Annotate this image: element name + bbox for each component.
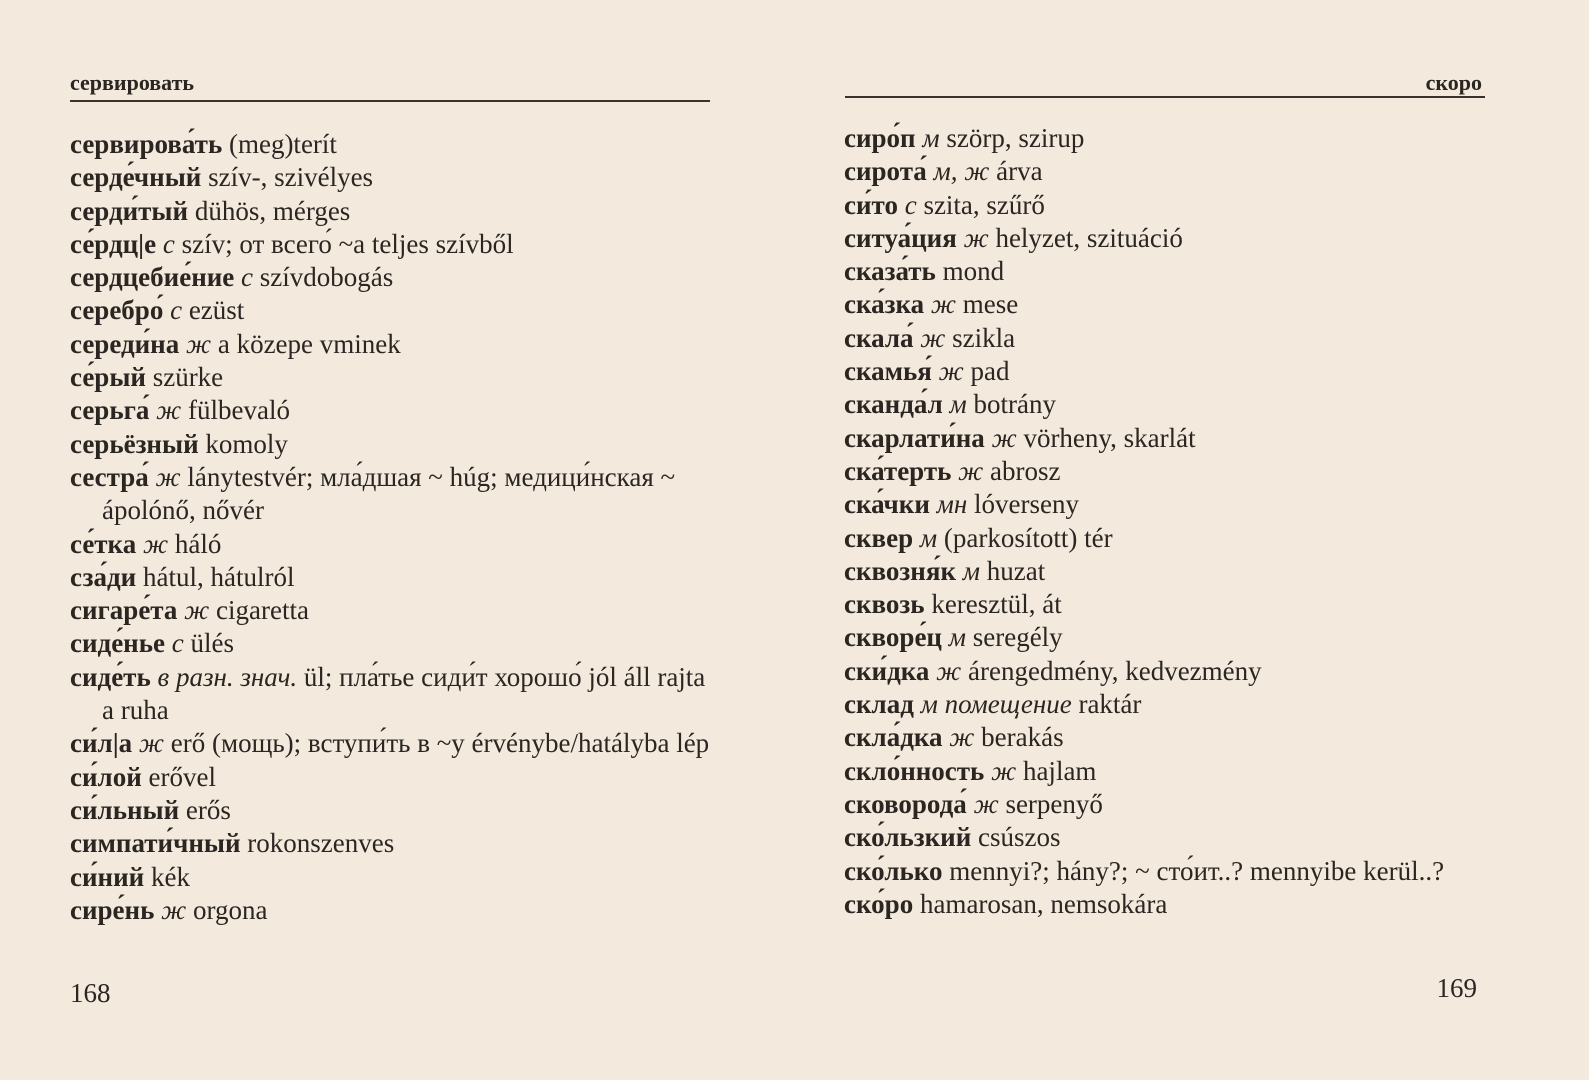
definition: (meg)terít: [228, 129, 337, 159]
dictionary-entry: [844, 488, 1484, 521]
grammar-label: ж: [991, 755, 1017, 786]
dictionary-entry: [844, 522, 1484, 555]
dictionary-entry: [70, 528, 712, 561]
dictionary-entry: [844, 155, 1484, 188]
dictionary-entry: [70, 727, 712, 760]
header-rule: [845, 96, 1485, 98]
definition: hátul, hátulról: [142, 561, 295, 592]
headword: сиде́нье: [70, 628, 166, 659]
dictionary-entry: [844, 655, 1484, 688]
definition: árva: [996, 156, 1043, 187]
definition: ül; пла́тье сиди́т хорошо́ jól áll rajta a ruha: [102, 661, 706, 726]
dictionary-entry: [70, 561, 712, 594]
dictionary-entry: [844, 688, 1484, 721]
dictionary-entry: [70, 195, 712, 228]
grammar-label: ж: [963, 222, 989, 253]
headword: сигаре́та: [70, 595, 178, 626]
dictionary-entry: [844, 322, 1484, 355]
dictionary-entry: [844, 721, 1484, 754]
headword: сервирова́ть: [70, 129, 223, 159]
definition: dühös, mérges: [194, 195, 351, 226]
page-number: 168: [70, 978, 111, 1008]
definition: vörheny, skarlát: [1023, 422, 1196, 453]
dictionary-entry: [70, 228, 712, 261]
headword: сза́ди: [70, 561, 137, 592]
grammar-label: в разн. знач.: [157, 661, 298, 692]
definition: raktár: [1078, 689, 1142, 720]
definition: szikla: [952, 322, 1016, 353]
grammar-label: м: [948, 622, 966, 653]
grammar-label: ж: [936, 655, 962, 686]
headword: скло́нность: [844, 755, 985, 786]
headword: сире́нь: [70, 894, 155, 925]
definition: botrány: [973, 389, 1056, 420]
definition: kék: [150, 861, 190, 892]
grammar-label: м: [949, 389, 967, 420]
dictionary-entry: [70, 794, 712, 827]
grammar-label: с: [241, 262, 254, 293]
headword: серьёзный: [70, 428, 199, 459]
definition: mese: [962, 289, 1019, 320]
definition: hamarosan, nemsokára: [919, 888, 1168, 919]
grammar-label: мн: [936, 489, 968, 520]
headword: скла́дка: [844, 722, 943, 753]
headword: се́рдц|е: [70, 228, 157, 259]
grammar-label: с: [171, 628, 184, 659]
headword: се́тка: [70, 528, 137, 559]
headword: си́льный: [70, 794, 180, 825]
definition: csúszos: [978, 822, 1061, 853]
grammar-label: ж: [156, 395, 182, 426]
dictionary-entry: [70, 328, 712, 361]
definition: seregély: [972, 622, 1063, 653]
definition: háló: [174, 528, 222, 559]
dictionary-entry: [844, 222, 1484, 255]
definition: komoly: [205, 428, 288, 459]
dictionary-entry: [844, 788, 1484, 821]
grammar-label: с: [162, 228, 175, 259]
grammar-label: ж: [958, 455, 984, 486]
definition: erős: [185, 794, 231, 825]
headword: сирота́: [844, 156, 927, 187]
grammar-label: м помещение: [920, 689, 1072, 720]
dictionary-entry: [844, 455, 1484, 488]
left-page: [0, 0, 790, 1080]
grammar-label: ж: [991, 422, 1017, 453]
entry-list: [844, 122, 1484, 921]
headword: си́л|а: [70, 728, 133, 759]
dictionary-entry: [70, 261, 712, 294]
headword: скарлати́на: [844, 422, 985, 453]
definition: abrosz: [990, 455, 1061, 486]
headword: серебро́: [70, 295, 164, 326]
dictionary-entry: [70, 861, 712, 894]
definition: serpenyő: [1005, 788, 1103, 819]
grammar-label: м: [922, 123, 940, 153]
running-head: сервировать: [70, 70, 195, 95]
dictionary-entry: [844, 422, 1484, 455]
headword: сердцебие́ние: [70, 262, 235, 293]
headword: сквозня́к: [844, 555, 957, 586]
headword: сиро́п: [844, 123, 916, 153]
headword: сквозь: [844, 589, 925, 620]
headword: сестра́: [70, 461, 149, 492]
grammar-label: ж: [920, 322, 946, 353]
grammar-label: ж: [184, 595, 210, 626]
headword: скамья́: [844, 356, 932, 387]
headword: склад: [844, 689, 914, 720]
headword: ски́дка: [844, 655, 930, 686]
dictionary-entry: [70, 128, 712, 161]
dictionary-entry: [844, 555, 1484, 588]
grammar-label: ж: [973, 788, 999, 819]
definition: szív-, szivélyes: [208, 162, 374, 193]
definition: erővel: [148, 761, 216, 792]
definition: a közepe vminek: [217, 328, 401, 359]
headword: скворе́ц: [844, 622, 942, 653]
definition: cigaretta: [216, 595, 309, 626]
dictionary-entry: [70, 661, 712, 728]
dictionary-entry: [844, 288, 1484, 321]
headword: серьга́: [70, 395, 150, 426]
dictionary-entry: [70, 894, 712, 927]
grammar-label: ж: [142, 528, 169, 559]
headword: серди́тый: [70, 195, 189, 226]
definition: keresztül, át: [931, 589, 1062, 620]
grammar-label: м, ж: [933, 156, 990, 187]
definition: huzat: [986, 555, 1046, 586]
dictionary-entry: [844, 122, 1484, 155]
grammar-label: с: [904, 189, 917, 220]
dictionary-entry: [844, 189, 1484, 222]
grammar-label: м: [962, 555, 980, 586]
dictionary-entry: [70, 827, 712, 860]
dictionary-entry: [844, 821, 1484, 854]
dictionary-entry: [844, 588, 1484, 621]
grammar-label: ж: [949, 722, 975, 753]
headword: ска́терть: [844, 455, 952, 486]
definition: lánytestvér; мла́дшая ~ húg; медици́нская ~ ápolónő, nővér: [102, 461, 676, 526]
headword: ско́льзкий: [844, 822, 972, 853]
dictionary-entry: [844, 888, 1484, 921]
dictionary-entry: [70, 394, 712, 427]
dictionary-entry: [844, 355, 1484, 388]
grammar-label: м: [919, 522, 938, 553]
headword: симпати́чный: [70, 828, 241, 859]
dictionary-entry: [70, 294, 712, 327]
dictionary-entry: [844, 255, 1484, 288]
headword: ска́чки: [844, 489, 930, 520]
headword: серде́чный: [70, 162, 202, 193]
headword: сквер: [844, 522, 914, 553]
definition: mond: [942, 256, 1005, 287]
grammar-label: ж: [155, 461, 181, 492]
definition: fülbevaló: [187, 395, 290, 426]
definition: (parkosított) tér: [943, 522, 1113, 553]
headword: си́лой: [70, 761, 142, 792]
dictionary-entry: [70, 594, 712, 627]
definition: orgona: [193, 894, 268, 925]
definition: ezüst: [188, 295, 245, 326]
grammar-label: ж: [930, 289, 957, 320]
grammar-label: ж: [938, 356, 964, 387]
grammar-label: ж: [138, 728, 165, 759]
definition: hajlam: [1022, 755, 1097, 786]
headword: сиде́ть: [70, 661, 151, 692]
definition: pad: [970, 356, 1010, 387]
definition: lóverseny: [974, 489, 1080, 520]
headword: си́ний: [70, 861, 145, 892]
dictionary-entry: [70, 428, 712, 461]
grammar-label: с: [170, 295, 183, 326]
headword: сканда́л: [844, 389, 943, 420]
definition: szívdobogás: [259, 262, 394, 293]
header-rule: [70, 100, 710, 102]
definition: berakás: [981, 722, 1064, 753]
dictionary-entry: [70, 761, 712, 794]
headword: сковорода́: [844, 788, 967, 819]
running-head: скоро: [1425, 70, 1482, 95]
definition: ülés: [190, 628, 234, 659]
definition: szita, szűrő: [923, 189, 1045, 220]
headword: сказа́ть: [844, 256, 936, 287]
definition: szív; от всего́ ~а teljes szívből: [181, 228, 514, 259]
headword: середи́на: [70, 328, 180, 359]
dictionary-entry: [844, 388, 1484, 421]
definition: szürke: [152, 362, 224, 393]
dictionary-entry: [844, 621, 1484, 654]
grammar-label: ж: [161, 894, 187, 925]
headword: скала́: [844, 322, 914, 353]
definition: mennyi?; hány?; ~ сто́ит..? mennyibe kerül..?: [949, 855, 1445, 886]
dictionary-entry: [70, 461, 712, 528]
definition: helyzet, szituáció: [995, 222, 1183, 253]
entry-list: [70, 128, 712, 927]
headword: ска́зка: [844, 289, 925, 320]
definition: erő (мощь); вступи́ть в ~у érvénybe/hatályba lép: [170, 728, 710, 759]
dictionary-entry: [70, 361, 712, 394]
dictionary-entry: [844, 855, 1484, 888]
headword: ско́лько: [844, 855, 943, 886]
definition: rokonszenves: [247, 828, 395, 859]
page-number: 169: [1436, 973, 1477, 1003]
right-page: [790, 0, 1589, 1080]
dictionary-entry: [844, 755, 1484, 788]
dictionary-entry: [70, 627, 712, 660]
headword: ско́ро: [844, 888, 914, 919]
definition: árengedmény, kedvezmény: [968, 655, 1262, 686]
dictionary-entry: [70, 161, 712, 194]
headword: се́рый: [70, 362, 146, 393]
headword: ситуа́ция: [844, 222, 957, 253]
definition: szörp, szirup: [946, 123, 1085, 153]
grammar-label: ж: [185, 328, 212, 359]
headword: си́то: [844, 189, 898, 220]
